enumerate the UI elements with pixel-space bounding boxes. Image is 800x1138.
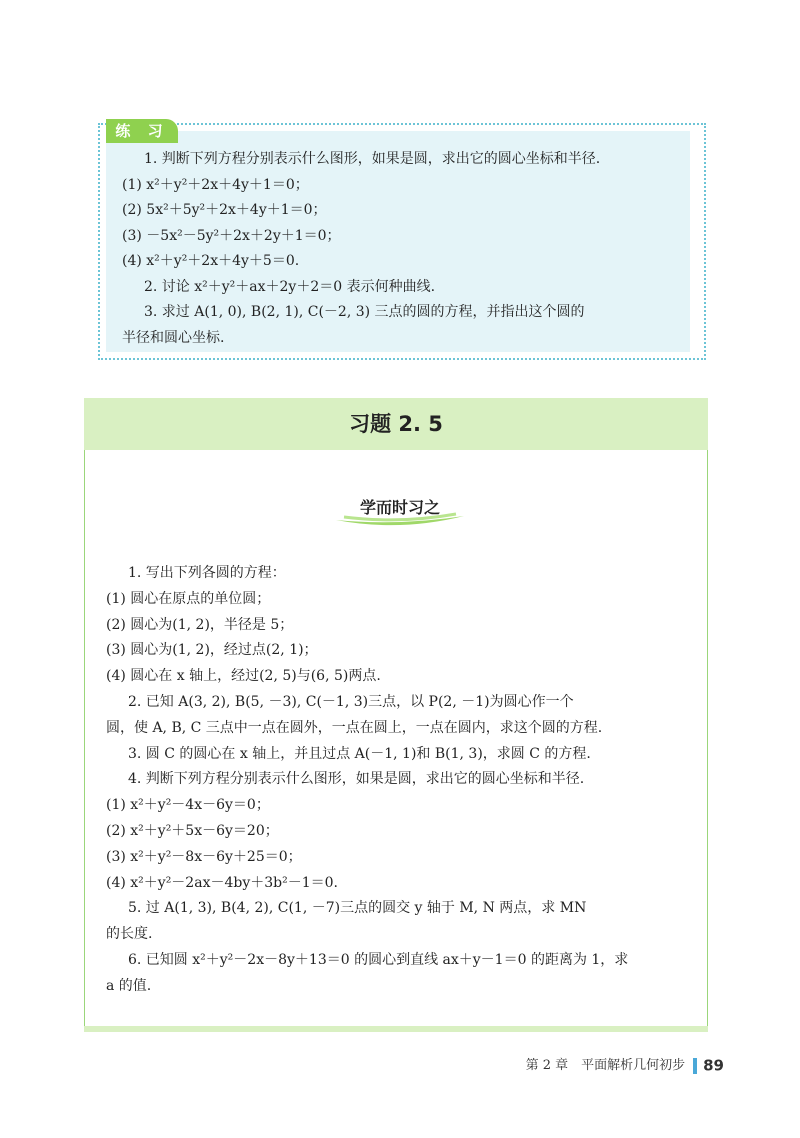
exercise-title: 习题 2. 5 bbox=[349, 412, 443, 436]
exercise-line: (2) x²＋y²＋5x－6y＝20； bbox=[106, 822, 279, 839]
exercise-line: 圆，使 A, B, C 三点中一点在圆外，一点在圆上，一点在圆内，求这个圆的方程. bbox=[106, 719, 603, 736]
practice-lines bbox=[122, 147, 670, 351]
practice-line: 3. 求过 A(1, 0), B(2, 1), C(－2, 3) 三点的圆的方程，并指出这个圆的 bbox=[144, 304, 585, 320]
exercise-header bbox=[84, 398, 708, 450]
footer-bar bbox=[693, 1058, 697, 1074]
practice-line: (4) x²＋y²＋2x＋4y＋5＝0. bbox=[122, 253, 300, 269]
practice-line: 1. 判断下列方程分别表示什么图形，如果是圆，求出它的圆心坐标和半径. bbox=[144, 151, 601, 167]
practice-line: 2. 讨论 x²＋y²＋ax＋2y＋2＝0 表示何种曲线. bbox=[144, 278, 436, 295]
practice-box bbox=[98, 123, 706, 360]
page-footer bbox=[526, 1054, 724, 1075]
exercise-line: (3) 圆心为(1, 2)，经过点(2, 1)； bbox=[106, 642, 318, 659]
exercise-line: (1) x²＋y²－4x－6y＝0； bbox=[106, 797, 270, 814]
practice-line: (1) x²＋y²＋2x＋4y＋1＝0； bbox=[122, 176, 309, 193]
exercise-line: 的长度. bbox=[106, 926, 153, 943]
exercise-line: 2. 已知 A(3, 2), B(5, －3), C(－1, 3)三点，以 P(2, －1)为圆心作一个 bbox=[128, 693, 574, 710]
practice-line: 半径和圆心坐标. bbox=[122, 329, 225, 346]
exercise-line: 4. 判断下列方程分别表示什么图形，如果是圆，求出它的圆心坐标和半径. bbox=[128, 771, 585, 788]
exercise-line: 5. 过 A(1, 3), B(4, 2), C(1, －7)三点的圆交 y 轴于 M, N 两点，求 MN bbox=[128, 900, 587, 917]
practice-panel bbox=[106, 122, 690, 352]
exercise-line: (3) x²＋y²－8x－6y＋25＝0； bbox=[106, 848, 302, 865]
exercise-line: 6. 已知圆 x²＋y²－2x－8y＋13＝0 的圆心到直线 ax＋y－1＝0 的距离为 1，求 bbox=[128, 951, 629, 968]
practice-line: (3) －5x²－5y²＋2x＋2y＋1＝0； bbox=[122, 227, 341, 244]
exercise-line: (1) 圆心在原点的单位圆； bbox=[106, 590, 271, 607]
exercise-bottom-band bbox=[84, 1026, 708, 1032]
page-number: 89 bbox=[703, 1056, 724, 1075]
exercise-lines bbox=[106, 561, 692, 1000]
exercise-line: (2) 圆心为(1, 2)，半径是 5； bbox=[106, 616, 294, 633]
practice-line: (2) 5x²＋5y²＋2x＋4y＋1＝0； bbox=[122, 202, 327, 218]
exercise-line: (4) 圆心在 x 轴上，经过(2, 5)与(6, 5)两点. bbox=[106, 668, 381, 685]
exercise-subtitle: 学而时习之 bbox=[359, 498, 440, 517]
practice-tag: 练 习 bbox=[106, 119, 178, 143]
exercise-line: a 的值. bbox=[106, 977, 152, 994]
chapter-label: 第 2 章 平面解析几何初步 bbox=[525, 1058, 686, 1073]
exercise-line: 3. 圆 C 的圆心在 x 轴上，并且过点 A(－1, 1)和 B(1, 3)，求圆 C 的方程. bbox=[128, 745, 591, 762]
exercise-line: 1. 写出下列各圆的方程： bbox=[128, 565, 286, 581]
exercise-line: (4) x²＋y²－2ax－4by＋3b²－1＝0. bbox=[106, 874, 338, 891]
